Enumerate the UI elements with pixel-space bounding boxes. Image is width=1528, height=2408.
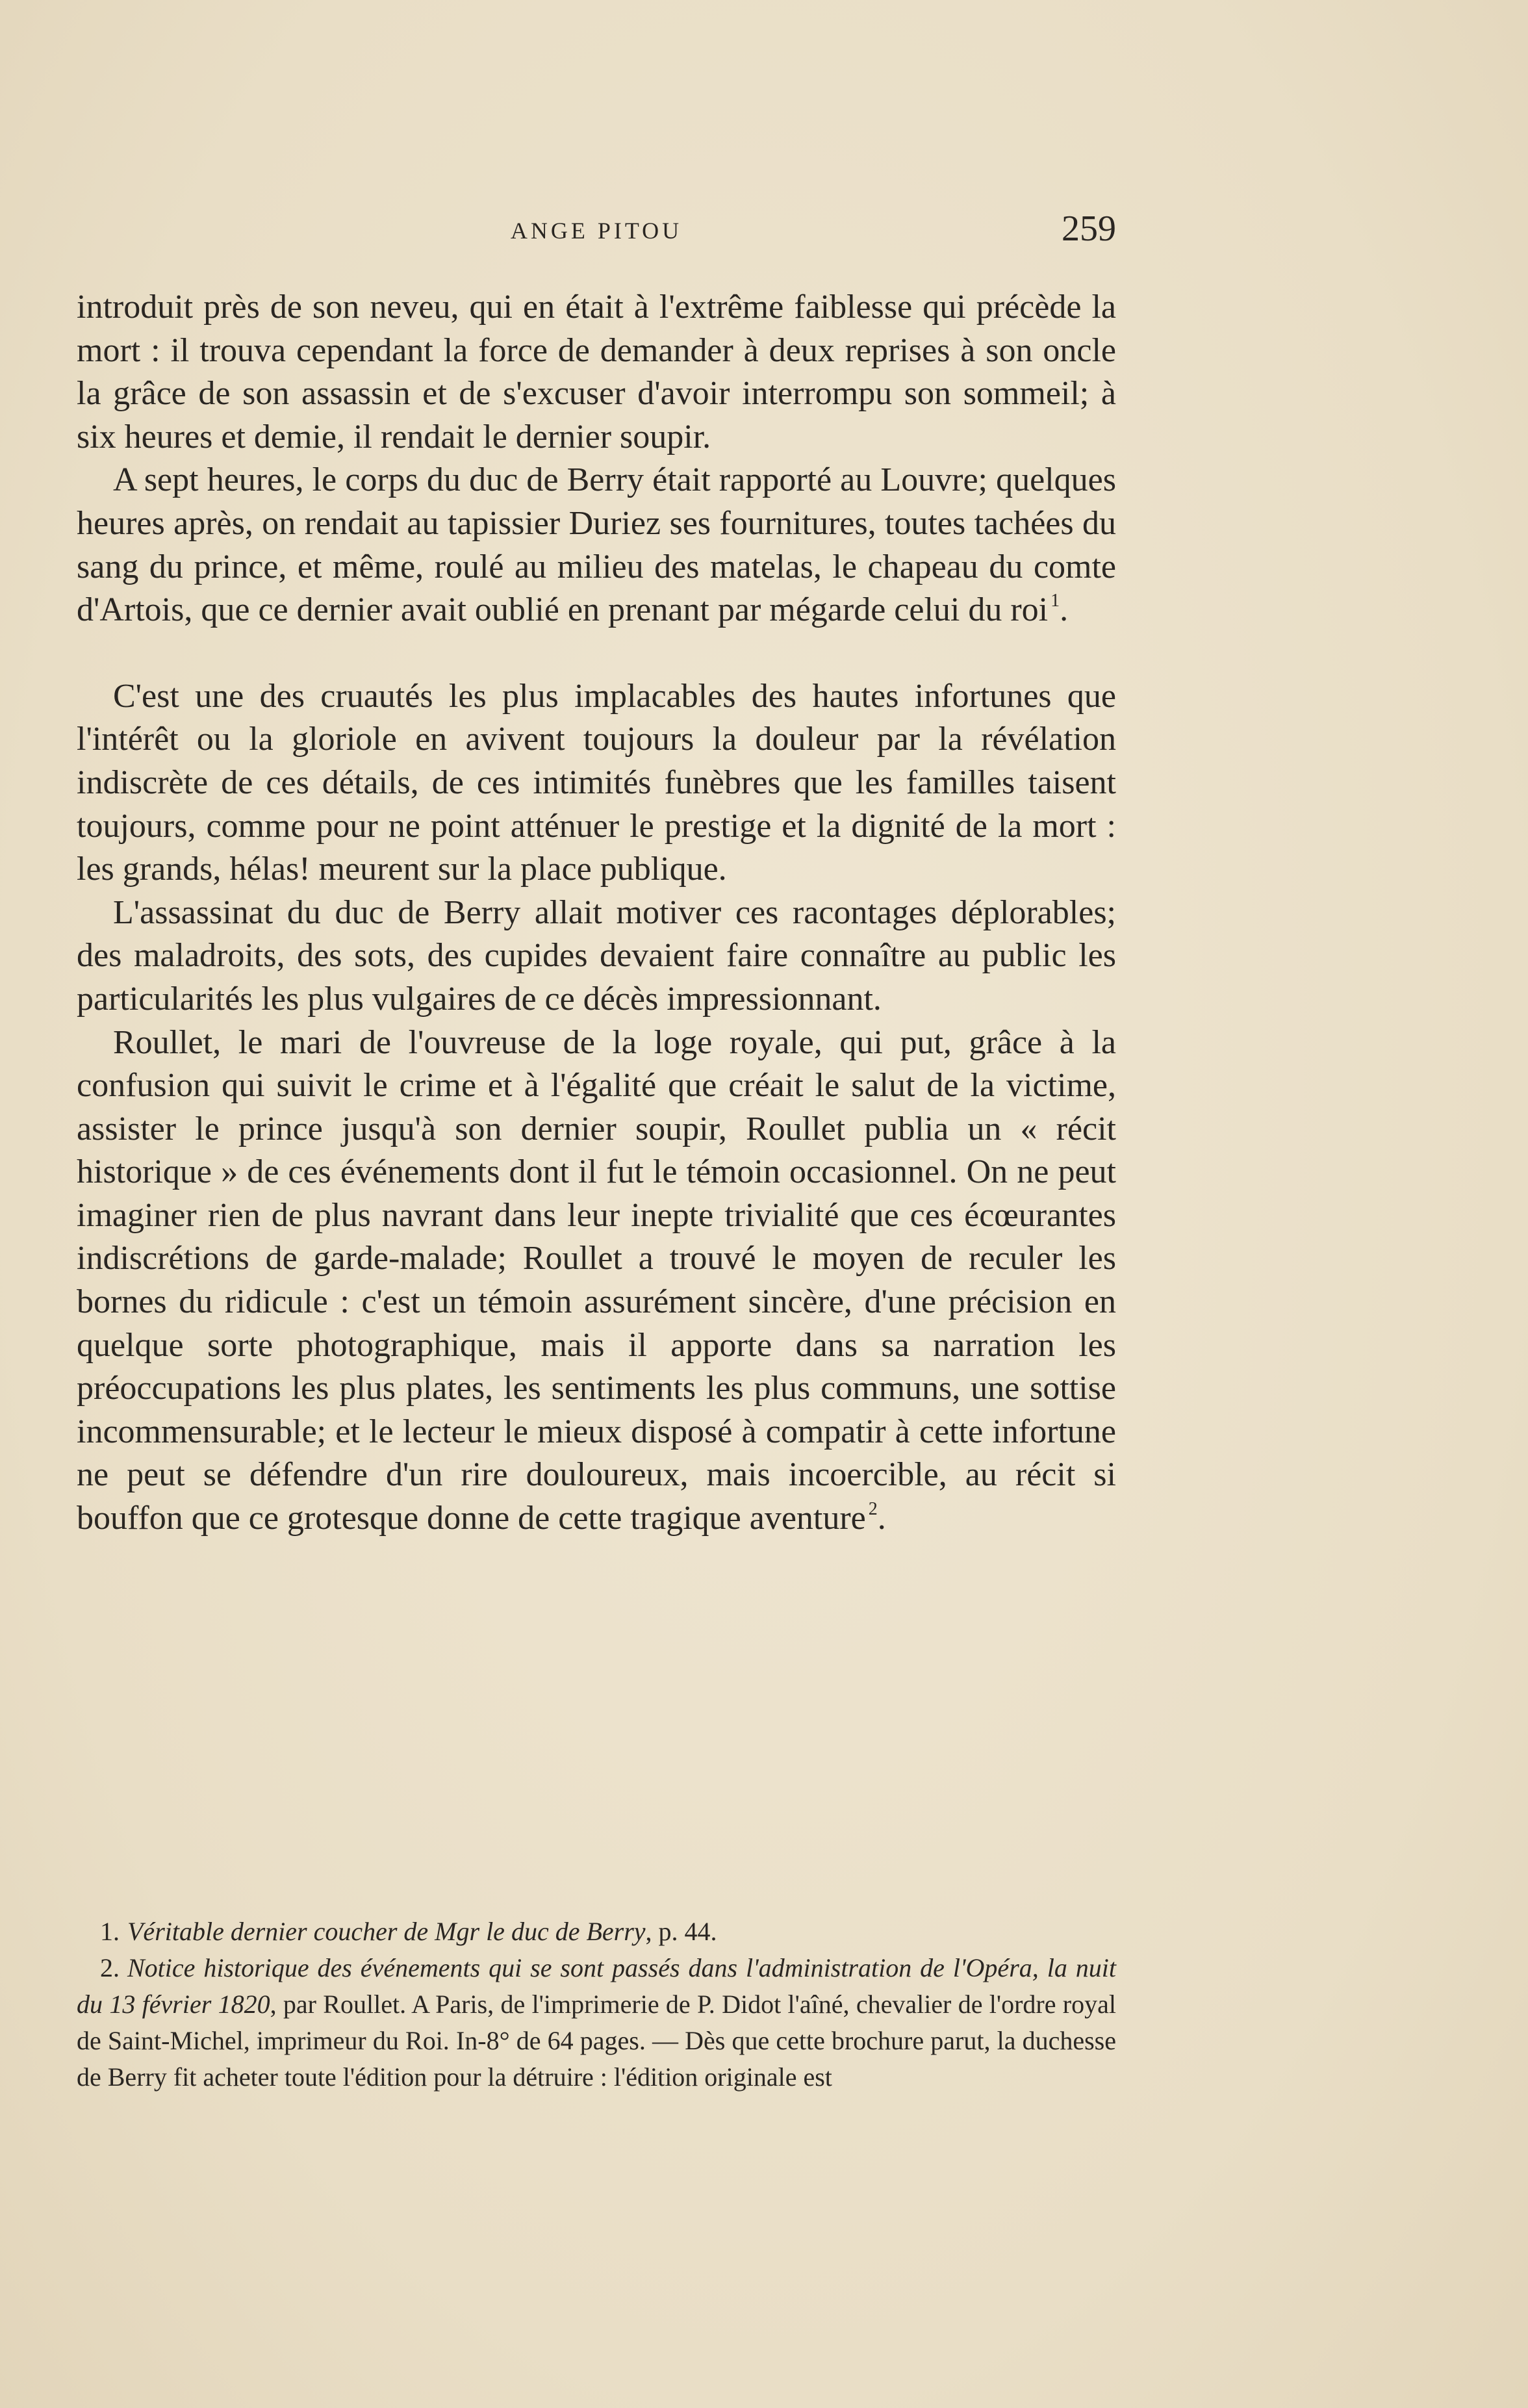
paragraph-3: C'est une des cruautés les plus implacables des hautes infortunes que l'intérêt ou la gloriole en avivent toujours la douleur par la révélation indiscrète de ces détails, de ces intimités funèbres que les familles taisent toujours, comme pour ne point atténuer le prestige et la dignité de la mort : les grands, hélas! meurent sur la place publique. xyxy=(77,677,1116,888)
footnote-2: 2. Notice historique des événements qui se sont passés dans l'administration de l'Opéra, la nuit du 13 février 1820, par Roullet. A Paris, de l'imprimerie de P. Didot l'aîné, chevalier de l'ordre royal de Saint-Michel, imprimeur du Roi. In-8° de 64 pages. — Dès que cette brochure parut, la duchesse de Berry fit acheter toute l'édition pour la détruire : l'édition originale est xyxy=(77,1953,1116,2092)
page-number: 259 xyxy=(1062,209,1116,249)
running-title: ANGE PITOU xyxy=(510,218,683,244)
footnotes xyxy=(77,1914,1116,2095)
paragraph-2: A sept heures, le corps du duc de Berry était rapporté au Louvre; quelques heures après, on rendait au tapissier Duriez ses fournitures, toutes tachées du sang du prince, et même, roulé au milieu des matelas, le chapeau du comte d'Artois, que ce dernier avait oublié en prenant par mégarde celui du roi $^1$. xyxy=(77,461,1116,629)
body-text xyxy=(77,286,1116,1541)
footnote-1: 1. Véritable dernier coucher de Mgr le duc de Berry, p. 44. xyxy=(100,1917,717,1946)
paragraph-5: Roullet, le mari de l'ouvreuse de la loge royale, qui put, grâce à la confusion qui suivit le crime et à l'égalité que créait le salut de la victime, assister le prince jusqu'à son dernier soupir, Roullet publia un « récit historique » de ces événements dont il fut le témoin occasionnel. On ne peut imaginer rien de plus navrant dans leur inepte trivialité que ces écœurantes indiscrétions de garde-malade; Roullet a trouvé le moyen de reculer les bornes du ridicule : c'est un témoin assurément sincère, d'une précision en quelque sorte photographique, mais il apporte dans sa narration les préoccupations les plus plates, les sentiments les plus communs, une sottise incommensurable; et le lecteur le mieux disposé à compatir à cette infortune ne peut se défendre d'un rire douloureux, mais incoercible, au récit si bouffon que ce grotesque donne de cette tragique aventure $^2$. xyxy=(77,1023,1116,1537)
paragraph-1: introduit près de son neveu, qui en était à l'extrême faiblesse qui précède la mort : il trouva cependant la force de demander à deux reprises à son oncle la grâce de son assassin et de s'excuser d'avoir interrompu son sommeil; à six heures et demie, il rendait le dernier soupir. xyxy=(77,288,1116,455)
footnote-ref-1[interactable]: 1 xyxy=(1050,591,1060,611)
page-header xyxy=(77,208,1116,260)
footnote-ref-2[interactable]: 2 xyxy=(868,1499,878,1520)
paragraph-4: L'assassinat du duc de Berry allait motiver ces racontages déplorables; des maladroits, des sots, des cupides devaient faire connaître au public les particularités les plus vulgaires de ce décès impressionnant. xyxy=(77,893,1116,1018)
